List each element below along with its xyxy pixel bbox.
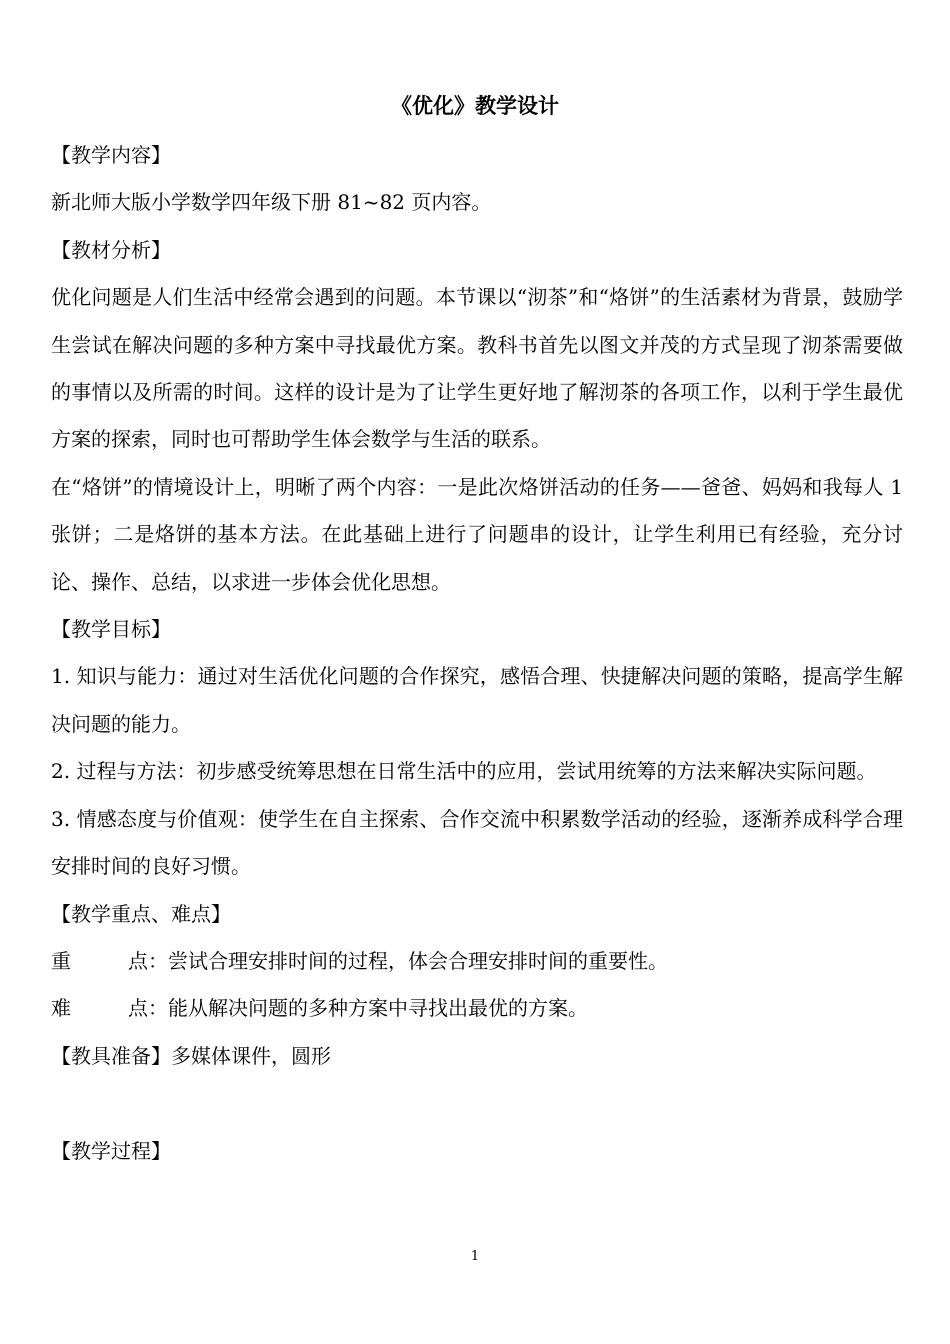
difficult-point-text: 能从解决问题的多种方案中寻找出最优的方案。: [168, 996, 588, 1021]
document-body: [51, 132, 903, 1175]
section-heading-analysis: 【教材分析】: [51, 237, 171, 262]
prep-line: [51, 1033, 903, 1080]
key-label-right: 点：: [128, 948, 168, 973]
key-point-line: [51, 938, 903, 985]
page-number: 1: [470, 1249, 480, 1264]
key-point-text: 尝试合理安排时间的过程，体会合理安排时间的重要性。: [168, 948, 668, 973]
section-heading-content: 【教学内容】: [51, 143, 171, 167]
goal-item-2: 2. 过程与方法：初步感受统筹思想在日常生活中的应用，尝试用统筹的方法来解决实际问题。: [51, 759, 877, 784]
analysis-paragraph-1: 优化问题是人们生活中经常会遇到的问题。本节课以“沏茶”和“烙饼”的生活素材为背景，鼓励学生尝试在解决问题的多种方案中寻找最优方案。教科书首先以图文并茂的方式呈现了沏茶需要做的事情以及所需的时间。这样的设计是为了让学生更好地了解沏茶的各项工作，以利于学生最优方案的探索，同时也可帮助学生体会数学与生活的联系。: [51, 285, 903, 452]
key-label-left: 重: [51, 948, 71, 973]
goal-item-3: 3. 情感态度与价值观：使学生在自主探索、合作交流中积累数学活动的经验，逐渐养成科学合理安排时间的良好习惯。: [51, 806, 903, 879]
diff-label-left: 难: [51, 996, 71, 1021]
section-heading-process: 【教学过程】: [51, 1138, 171, 1163]
blank-line: [51, 1080, 903, 1127]
difficult-point-line: [51, 985, 903, 1032]
section-heading-keypoints: 【教学重点、难点】: [51, 901, 231, 926]
prep-text: 多媒体课件，圆形: [171, 1043, 331, 1068]
analysis-paragraph-2: 在“烙饼”的情境设计上，明晰了两个内容：一是此次烙饼活动的任务——爸爸、妈妈和我每人 1 张饼；二是烙饼的基本方法。在此基础上进行了问题串的设计，让学生利用已有经验，充分讨论、操作、总结，以求进一步体会优化思想。: [51, 474, 903, 594]
section-heading-goals: 【教学目标】: [51, 617, 171, 642]
section-heading-prep: 【教具准备】: [51, 1043, 171, 1068]
diff-label-right: 点：: [128, 996, 168, 1021]
document-title: 《优化》教学设计: [391, 94, 559, 118]
content-text: 新北师大版小学数学四年级下册 81~82 页内容。: [51, 190, 492, 215]
goal-item-1: 1. 知识与能力：通过对生活优化问题的合作探究，感悟合理、快捷解决问题的策略，提高学生解决问题的能力。: [51, 664, 903, 736]
